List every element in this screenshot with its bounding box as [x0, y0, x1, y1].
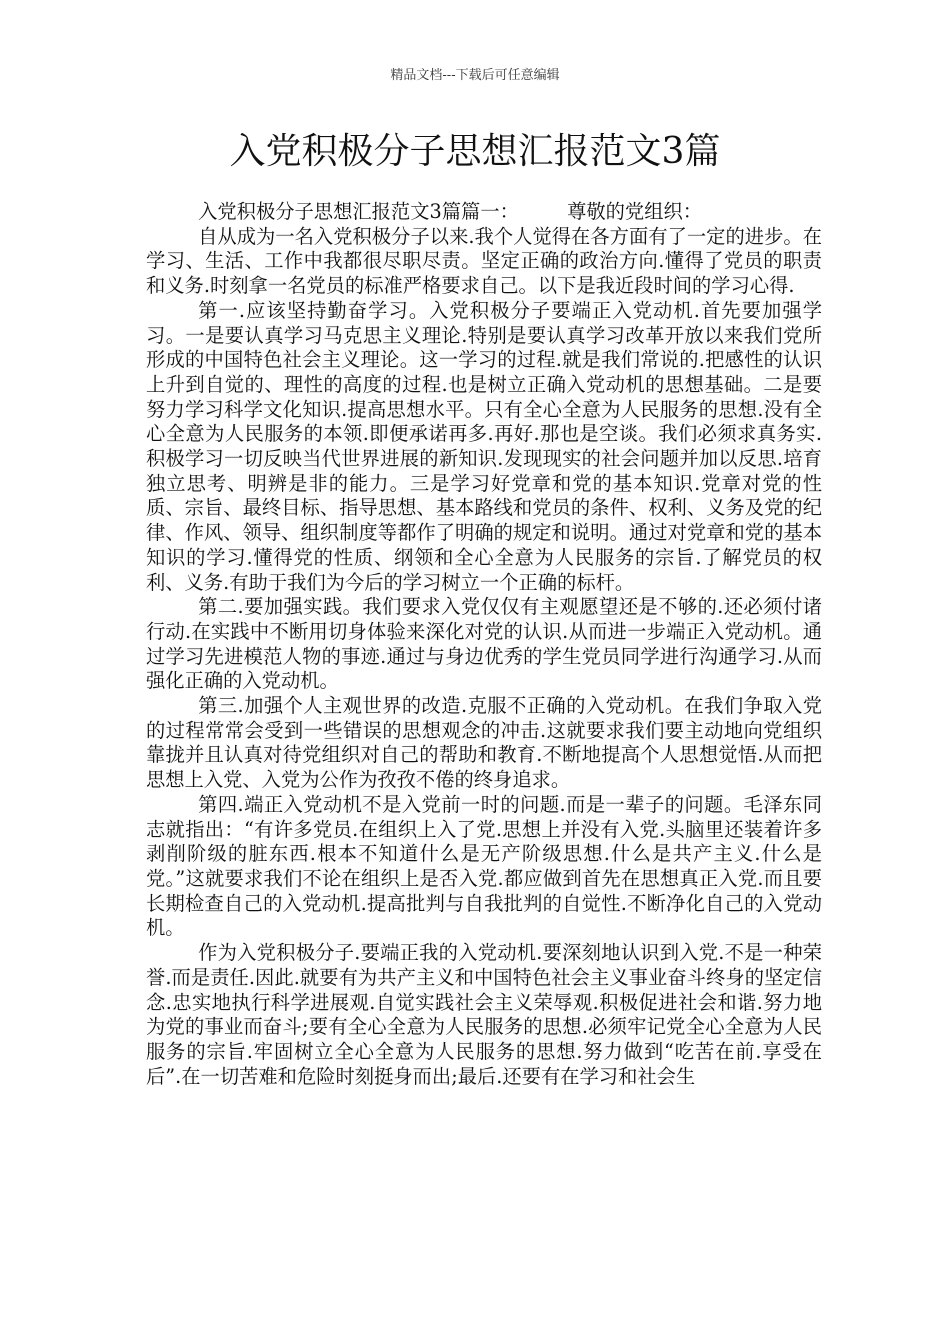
paragraph-first-point: 第一.应该坚持勤奋学习。入党积极分子要端正入党动机.首先要加强学习。一是要认真学习马克思主义理论.特别是要认真学习改革开放以来我们党所形成的中国特色社会主义理论。这一学习的过程.就是我们常说的.把感性的认识上升到自觉的、理性的高度的过程.也是树立正确入党动机的思想基础。二是要努力学习科学文化知识.提高思想水平。只有全心全意为人民服务的思想.没有全心全意为人民服务的本领.即便承诺再多.再好.那也是空谈。我们必须求真务实.积极学习一切反映当代世界进展的新知识.发现现实的社会问题并加以反思.培育独立思考、明辨是非的能力。三是学习好党章和党的基本知识.党章对党的性质、宗旨、最终目标、指导思想、基本路线和党员的条件、权利、义务及党的纪律、作风、领导、组织制度等都作了明确的规定和说明。通过对党章和党的基本知识的学习.懂得党的性质、纲领和全心全意为人民服务的宗旨.了解党员的权利、义务.有助于我们为今后的学习树立一个正确的标杆。 [146, 298, 822, 594]
paragraph-second-point: 第二.要加强实践。我们要求入党仅仅有主观愿望还是不够的.还必须付诸行动.在实践中不断用切身体验来深化对党的认识.从而进一步端正入党动机。通过学习先进模范人物的事迹.通过与身边优秀的学生党员同学进行沟通学习.从而强化正确的入党动机。 [146, 595, 822, 693]
paragraph-opening: 入党积极分子思想汇报范文3篇篇一： 尊敬的党组织： [198, 200, 703, 223]
paragraph-third-point: 第三.加强个人主观世界的改造.克服不正确的入党动机。在我们争取入党的过程常常会受到一些错误的思想观念的冲击.这就要求我们要主动地向党组织靠拢并且认真对待党组织对自己的帮助和教育.不断地提高个人思想觉悟.从而把思想上入党、入党为公作为孜孜不倦的终身追求。 [146, 694, 822, 792]
header-note: 精品文档---下载后可任意编辑 [390, 68, 560, 83]
document-body [146, 200, 822, 1310]
paragraph-conclusion: 作为入党积极分子.要端正我的入党动机.要深刻地认识到入党.不是一种荣誉.而是责任.因此.就要有为共产主义和中国特色社会主义事业奋斗终身的坚定信念.忠实地执行科学进展观.自觉实践社会主义荣辱观.积极促进社会和谐.努力地为党的事业而奋斗;要有全心全意为人民服务的思想.必须牢记党全心全意为人民服务的宗旨.牢固树立全心全意为人民服务的思想.努力做到“吃苦在前.享受在后”.在一切苦难和危险时刻挺身而出;最后.还要有在学习和社会生 [146, 941, 822, 1088]
paragraph-intro: 自从成为一名入党积极分子以来.我个人觉得在各方面有了一定的进步。在学习、生活、工作中我都很尽职尽责。坚定正确的政治方向.懂得了党员的职责和义务.时刻拿一名党员的标准严格要求自己。以下是我近段时间的学习心得. [146, 224, 822, 298]
paragraph-fourth-point: 第四.端正入党动机不是入党前一时的问题.而是一辈子的问题。毛泽东同志就指出：“有许多党员.在组织上入了党.思想上并没有入党.头脑里还装着许多剥削阶级的脏东西.根本不知道什么是无产阶级思想.什么是共产主义.什么是党。”这就要求我们不论在组织上是否入党.都应做到首先在思想真正入党.而且要长期检查自己的入党动机.提高批判与自我批判的自觉性.不断净化自己的入党动机。 [146, 792, 822, 940]
document-title: 入党积极分子思想汇报范文3篇 [229, 131, 721, 172]
